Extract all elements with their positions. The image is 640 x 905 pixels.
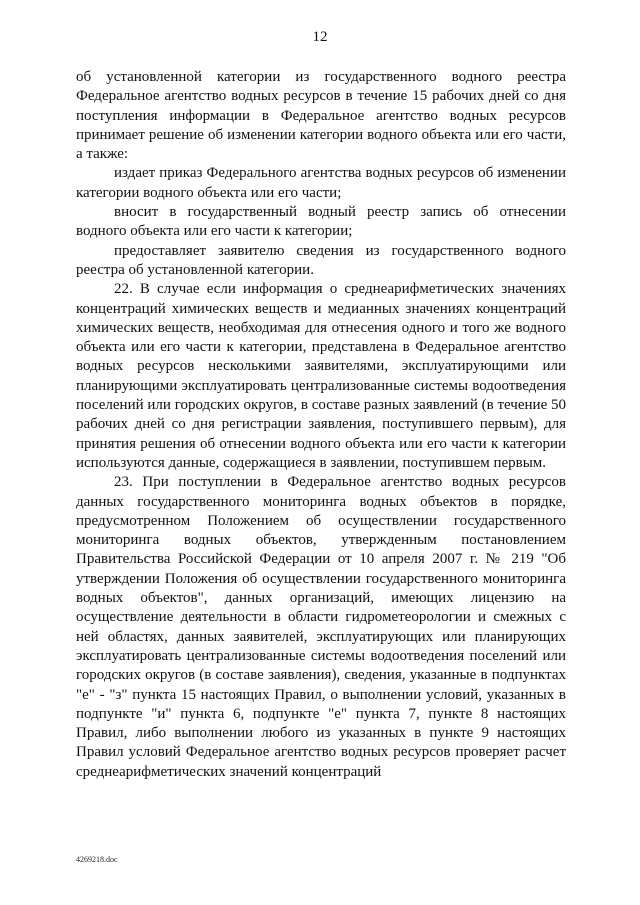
document-file-id: 4269218.doc — [76, 855, 118, 864]
paragraph-22: 22. В случае если информация о среднеарифметических значениях концентраций химических веществ и медианных значениях концентраций химических веществ, необходимая для отнесения одного и того же водного объекта или его части к категории, представлена в Федеральное агентство водных ресурсов несколькими заявителями, эксплуатирующими или планирующими эксплуатировать централизованные системы водоотведения поселений или городских округов, в составе разных заявлений (в течение 50 рабочих дней со дня регистрации заявления, поступившего первым), для принятия решения об отнесении водного объекта или его части к категории используются данные, содержащиеся в заявлении, поступившем первым. — [76, 281, 566, 471]
page-number: 12 — [312, 29, 328, 45]
paragraph-provides-info: предоставляет заявителю сведения из государственного водного реестра об установленной категории. — [76, 242, 566, 278]
paragraph-23: 23. При поступлении в Федеральное агентство водных ресурсов данных государственного мониторинга водных объектов в порядке, предусмотренном Положением об осуществлении государственного мониторинга водных объектов, утвержденным постановлением Правительства Российской Федерации от 10 апреля 2007 г. № 219 "Об утверждении Положения об осуществлении государственного мониторинга водных объектов", данных организаций, имеющих лицензию на осуществление деятельности в области гидрометеорологии и смежных с ней областях, данных заявителей, эксплуатирующих или планирующих эксплуатировать централизованные системы водоотведения поселений или городских округов (в составе заявления), сведения, указанные в подпунктах "е" - "з" пункта 15 настоящих Правил, о выполнении условий, указанных в подпункте "и" пункта 6, подпункте "е" пункта 7, пункте 8 настоящих Правил, либо выполнении любого из указанных в пункте 9 настоящих Правил условий Федеральное агентство водных ресурсов проверяет расчет среднеарифметических значений концентраций — [76, 474, 566, 780]
document-body — [76, 68, 566, 782]
paragraph-continuation: об установленной категории из государственного водного реестра Федеральное агентство водных ресурсов в течение 15 рабочих дней со дня поступления информации в Федеральное агентство водных ресурсов принимает решение об изменении категории водного объекта или его части, а также: — [76, 69, 566, 163]
paragraph-issues-order: издает приказ Федерального агентства водных ресурсов об изменении категории водного объекта или его части; — [76, 165, 566, 201]
paragraph-registry-entry: вносит в государственный водный реестр запись об отнесении водного объекта или его части к категории; — [76, 204, 566, 240]
